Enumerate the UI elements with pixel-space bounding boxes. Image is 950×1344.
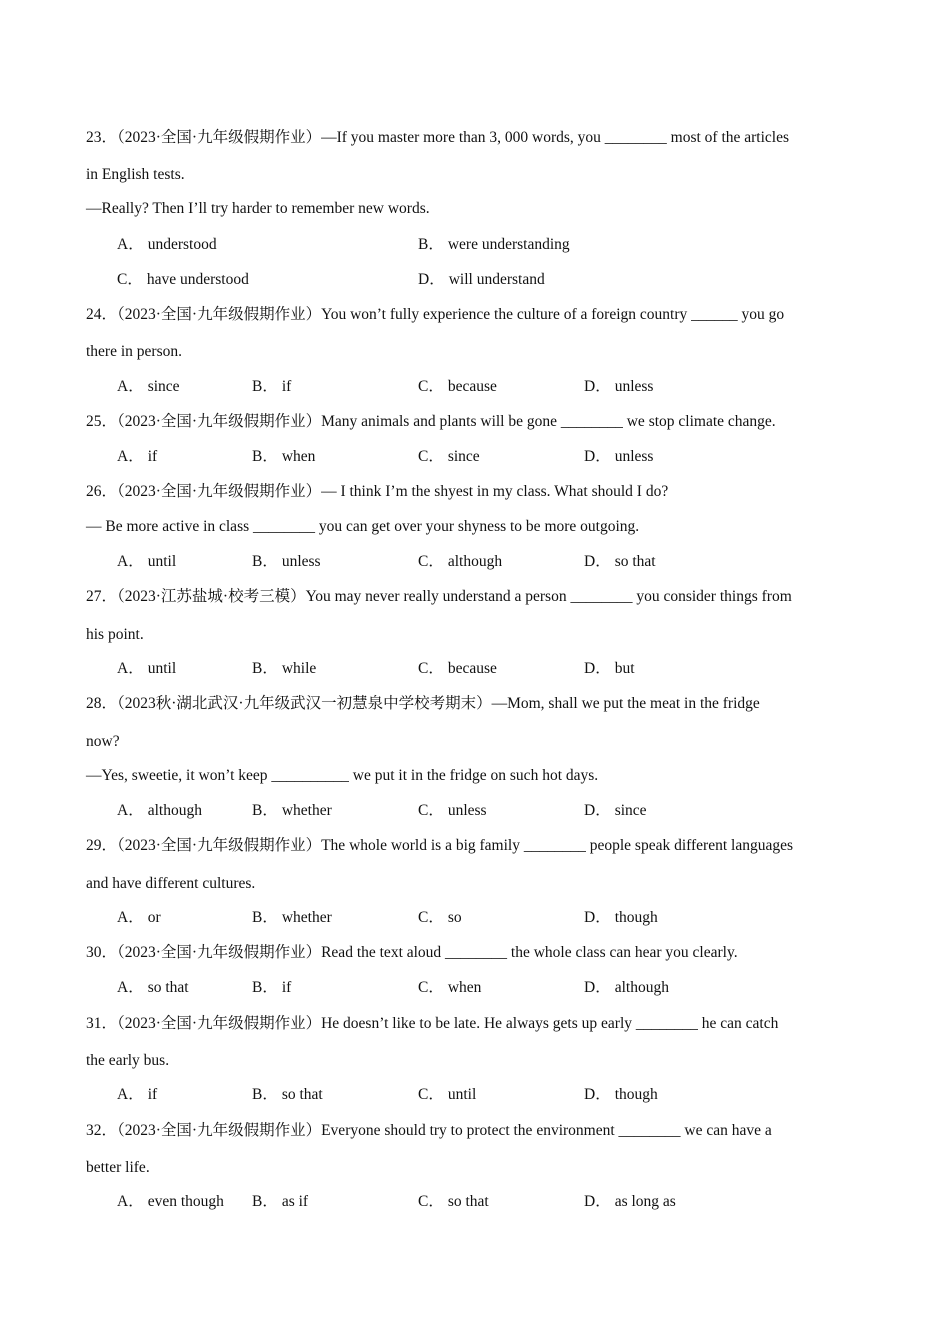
question-31-option-d[interactable]: D． though [584, 1086, 658, 1103]
question-28-line-2: now? [86, 733, 120, 750]
question-28-option-d[interactable]: D． since [584, 802, 647, 819]
question-23-option-d[interactable]: D． will understand [418, 271, 545, 288]
question-25-option-a[interactable]: A． if [117, 448, 158, 465]
question-30-line-1: 30．（2023·全国·九年级假期作业）Read the text aloud ________ the whole class can hear you clearly. [86, 944, 738, 961]
question-32-option-c[interactable]: C． so that [418, 1193, 489, 1210]
question-31-option-c[interactable]: C． until [418, 1086, 477, 1103]
question-28-option-c[interactable]: C． unless [418, 802, 487, 819]
question-24-line-2: there in person. [86, 343, 182, 360]
question-26-line-1: 26．（2023·全国·九年级假期作业）— I think I’m the shyest in my class. What should I do? [86, 483, 669, 500]
question-29-option-a[interactable]: A． or [117, 909, 161, 926]
question-24-option-c[interactable]: C． because [418, 378, 497, 395]
question-31-option-a[interactable]: A． if [117, 1086, 158, 1103]
question-28-option-a[interactable]: A． although [117, 802, 202, 819]
question-27-option-a[interactable]: A． until [117, 660, 177, 677]
question-29-line-2: and have different cultures. [86, 875, 256, 892]
question-32-line-1: 32．（2023·全国·九年级假期作业）Everyone should try to protect the environment ________ we can have a [86, 1122, 772, 1139]
question-23-option-c[interactable]: C． have understood [117, 271, 249, 288]
question-25-line-1: 25．（2023·全国·九年级假期作业）Many animals and plants will be gone ________ we stop climate change. [86, 413, 776, 430]
question-26-option-d[interactable]: D． so that [584, 553, 656, 570]
question-26-option-b[interactable]: B． unless [252, 553, 321, 570]
question-26-option-a[interactable]: A． until [117, 553, 177, 570]
question-29-line-1: 29．（2023·全国·九年级假期作业）The whole world is a big family ________ people speak different languages [86, 837, 794, 854]
question-32-option-b[interactable]: B． as if [252, 1193, 309, 1210]
question-24-option-a[interactable]: A． since [117, 378, 180, 395]
question-23-option-b[interactable]: B． were understanding [418, 236, 570, 253]
question-26-option-c[interactable]: C． although [418, 553, 503, 570]
question-28-line-3: —Yes, sweetie, it won’t keep __________ we put it in the fridge on such hot days. [86, 767, 599, 784]
question-28-line-1: 28．（2023秋·湖北武汉·九年级武汉一初慧泉中学校考期末）—Mom, shall we put the meat in the fridge [86, 695, 760, 712]
question-29-option-c[interactable]: C． so [418, 909, 462, 926]
question-32-option-a[interactable]: A． even though [117, 1193, 224, 1210]
question-29-option-d[interactable]: D． though [584, 909, 658, 926]
question-23-line-1: 23．（2023·全国·九年级假期作业）—If you master more than 3, 000 words, you ________ most of the articles [86, 129, 790, 146]
question-27-line-2: his point. [86, 626, 144, 643]
question-30-option-c[interactable]: C． when [418, 979, 482, 996]
question-30-option-b[interactable]: B． if [252, 979, 292, 996]
question-31-line-2: the early bus. [86, 1052, 170, 1069]
question-23-line-2: in English tests. [86, 166, 185, 183]
question-27-option-b[interactable]: B． while [252, 660, 317, 677]
question-25-option-d[interactable]: D． unless [584, 448, 654, 465]
question-31-option-b[interactable]: B． so that [252, 1086, 323, 1103]
question-26-line-2: — Be more active in class ________ you can get over your shyness to be more outgoing. [86, 518, 640, 535]
question-30-option-a[interactable]: A． so that [117, 979, 189, 996]
question-28-option-b[interactable]: B． whether [252, 802, 332, 819]
question-29-option-b[interactable]: B． whether [252, 909, 332, 926]
question-25-option-c[interactable]: C． since [418, 448, 480, 465]
question-23-option-a[interactable]: A． understood [117, 236, 217, 253]
question-32-line-2: better life. [86, 1159, 150, 1176]
question-32-option-d[interactable]: D． as long as [584, 1193, 676, 1210]
question-31-line-1: 31．（2023·全国·九年级假期作业）He doesn’t like to be late. He always gets up early ________ he can catch [86, 1015, 779, 1032]
question-25-option-b[interactable]: B． when [252, 448, 316, 465]
question-24-option-d[interactable]: D． unless [584, 378, 654, 395]
question-23-line-3: —Really? Then I’ll try harder to remember new words. [86, 200, 430, 217]
question-27-option-c[interactable]: C． because [418, 660, 497, 677]
question-27-line-1: 27．（2023·江苏盐城·校考三模）You may never really understand a person ________ you consider things from [86, 588, 792, 605]
question-24-option-b[interactable]: B． if [252, 378, 292, 395]
question-24-line-1: 24．（2023·全国·九年级假期作业）You won’t fully experience the culture of a foreign country ______ you go [86, 306, 785, 323]
question-30-option-d[interactable]: D． although [584, 979, 669, 996]
question-27-option-d[interactable]: D． but [584, 660, 635, 677]
